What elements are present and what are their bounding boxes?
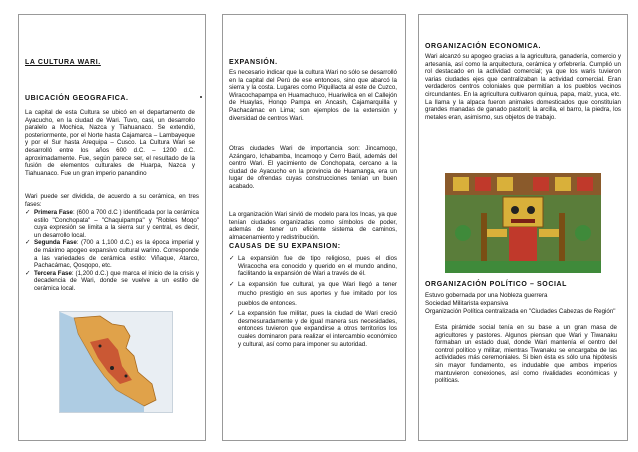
fase-item	[25, 239, 199, 269]
fase-text: : (1,200 d.C.) que marca el inicio de la crisis y decadencia de Wari, donde se vuelve a un estilo de cerámica local.	[34, 269, 199, 292]
panel-right	[418, 14, 628, 441]
peru-map-image	[59, 311, 173, 413]
checkmark-icon: ✓	[25, 209, 31, 216]
section-heading-economica: ORGANIZACIÓN ECONOMICA.	[425, 43, 542, 50]
wari-deity-illustration	[445, 173, 601, 273]
map-illustration	[60, 312, 172, 412]
fase-label: Segunda Fase	[34, 239, 77, 247]
checkmark-icon: ✓	[25, 239, 31, 247]
stray-mark	[200, 96, 202, 98]
checkmark-icon: ✓	[229, 280, 235, 288]
section-heading-politico: ORGANIZACIÓN POLÍTICO – SOCIAL	[425, 281, 568, 288]
section-heading-expansion: EXPANSIÓN.	[229, 59, 278, 66]
causa-item	[229, 255, 397, 278]
politico-line: Sociedad Militarista expansiva	[425, 300, 509, 307]
fase-item	[25, 270, 199, 293]
politico-paragraph: Esta pirámide social tenía en su base a un gran masa de agricultores y pastores. Algunos piensan que Wari y Tiwanaku formaban un estado dual, donde Wari mantenía el centro del control político y militar, mientras Tiwanaku se encargaba de las actividades más ceremoniales. Si bien ésta es sólo una hipótesis sin mayor fundamento, es indudable que ambos imperios mantuvieron conexiones, así como rivalidades económicas y políticas.	[435, 324, 617, 385]
document-title: LA CULTURA WARI.	[25, 59, 101, 66]
organizacion-paragraph: La organización Wari sirvió de modelo para los Incas, ya que tenían ciudades organizadas como símbolos de poder, además de tener un eficiente sistema de caminos, almacenamiento y redistribución.	[229, 211, 397, 241]
causas-list	[229, 255, 397, 348]
fase-label: Tercera Fase	[34, 269, 72, 277]
fase-text: : (700 a 1,100 d.C.) es la época imperial y de máximo apogeo expansivo cultural warino. Corresponde a las variedades de cerámica estilo: Viñaque, Atarco, Pachacámac, Qosqopo, etc.	[34, 239, 200, 270]
fases-intro: Wari puede ser dividida, de acuerdo a su cerámica, en tres fases:	[25, 193, 199, 208]
panel-middle	[222, 14, 406, 441]
fase-item	[25, 209, 199, 239]
checkmark-icon: ✓	[25, 269, 31, 277]
economica-paragraph: Wari alcanzó su apogeo gracias a la agricultura, ganadería, comercio y artesanía, así como la arquitectura, cerámica y orfebrería. Cumplió un rol destacado en la actividad comercial; ya que los waris tuvieron varias ciudades ejes que centralizaban la actividad comercial. Eran verdaderos centros coloniales que permitían a los pueblos vecinos circundantes. En la agricultura cultivaron quinua, papa, maíz, yuca, etc. La llama y la alpaca fueron animales domesticados que constituían grandes manadas de ganado pastoril; la arcilla, el barro, la piedra, los metales eran, asimismo, sus objetos de trabajo.	[425, 53, 621, 121]
deity-image	[445, 173, 601, 273]
panel-left	[18, 14, 206, 441]
checkmark-icon: ✓	[229, 255, 235, 262]
fase-text: : (600 a 700 d.C ) identificada por la cerámica estilo "Conchopata" – "Chaquipampa" y "Robles Moqo" cuya expresión se limita a la sierra sur y central, es decir, un desarrollo local.	[34, 209, 199, 239]
centros-paragraph: Otras ciudades Wari de importancia son: Jincamoqo, Azángaro, Ichabamba, Incamoqo y Cerro Baúl, además del centro Wari. El yacimiento de Conchopata, cercano a la ciudad de Ayacucho en la provincia de Huamanga, era un lugar de ofrendas cuyas construcciones tenían un buen acabado.	[229, 145, 397, 190]
politico-line: Organización Política centralizada en "Ciudades Cabezas de Región"	[425, 308, 616, 315]
checkmark-icon: ✓	[229, 310, 235, 318]
causa-text: La expansión fue de tipo religioso, pues el dios Wiracocha era conocido y querido en el mundo andino, facilitando la expansión de Wari a través de él.	[238, 255, 397, 278]
expansion-paragraph: Es necesario indicar que la cultura Wari no sólo se desarrolló en la capital del Perú de ese entonces, sino que abarcó la sierra y la costa. Lugares como Piquillacta al este de Cuzco, Wiracochapampa en Huamachuco, Huariwilca en el Callejón de Huaylas, Honqo Pampa en Ancash, Cajamarquilla y Pachacámac en Lima; son ejemplos de la extensión y diversidad de centros Wari.	[229, 69, 397, 122]
causa-item	[229, 280, 397, 309]
causa-text: La expansión fue militar, pues la ciudad de Wari creció desmesuradamente y de igual manera sus necesidades, entonces tuvieron que expandirse a otros territorios los cuales dominaron para realizar el intercambio económico y cultural, así como para imponer su autoridad.	[238, 310, 397, 348]
causa-text: La expansión fue cultural, ya que Wari llegó a tener mucho prestigio en sus aportes y fue imitado por los pueblos de entonces.	[238, 280, 397, 307]
fase-label: Primera Fase	[34, 209, 73, 216]
causa-item	[229, 310, 397, 348]
section-heading-causas: CAUSAS DE SU EXPANSION:	[229, 243, 341, 250]
section-heading-ubicacion: UBICACIÓN GEOGRAFICA.	[25, 95, 129, 102]
ubicacion-paragraph: La capital de esta Cultura se ubicó en el departamento de Ayacucho, en la ciudad de Wari. Tuvo, casi, un desarrollo paralelo a Mochica, Nazca y Tiahuanaco. Se extendió, posteriormente, por el Norte hasta Cajamarca – Lambayeque y por el Sur hasta Arequipa – Cusco. La Cultura Wari se desarrolló entre los años 600 d.C. – 1200 d.C. aproximadamente. Fue, según parece ser, el resultado de la fusión de elementos culturales de Huarpa, Nazca y Tiahuanaco. Fue un gran imperio panandino	[25, 109, 195, 177]
fases-list	[25, 209, 199, 293]
politico-line: Estuvo gobernada por una Nobleza guerrera	[425, 292, 548, 299]
